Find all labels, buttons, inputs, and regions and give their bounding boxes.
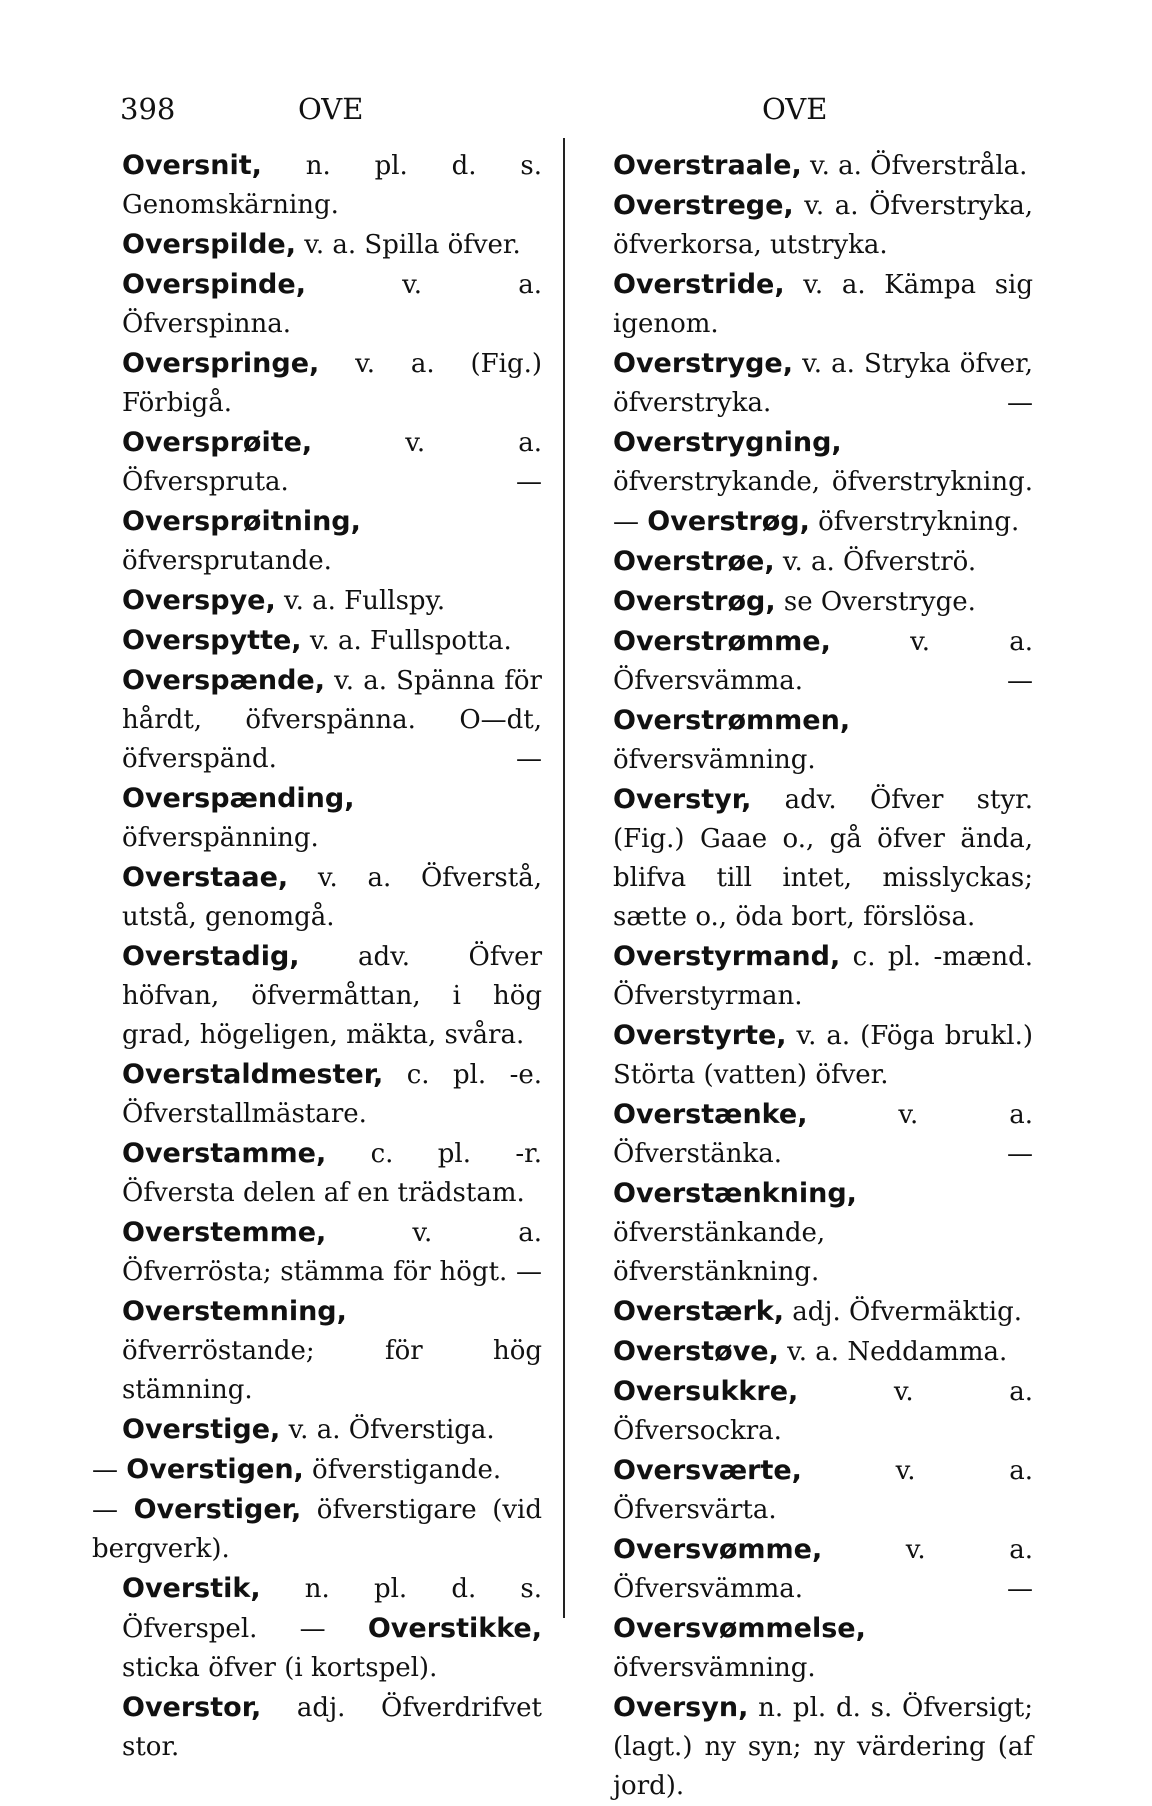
left-column — [92, 146, 542, 1767]
headword: Overspytte, — [122, 625, 302, 656]
dictionary-entry — [583, 1095, 1033, 1292]
dictionary-entry — [92, 344, 542, 423]
guide-word-right: OVE — [762, 92, 828, 126]
definition: adv. Öfver styr. (Fig.) Gaae o., gå öfver ända, blifva till intet, misslyckas; sætte o., öda bort, förslösa. — [613, 785, 1033, 932]
dictionary-entry — [583, 1688, 1033, 1806]
dictionary-entry — [92, 146, 542, 225]
headword: Overstænkning, — [613, 1178, 857, 1209]
dictionary-entry — [583, 937, 1033, 1016]
definition: v. a. Fullspotta. — [301, 626, 512, 656]
definition: v. a. Öfversockra. — [613, 1377, 1033, 1446]
headword: Oversvømmelse, — [613, 1613, 866, 1644]
dictionary-entry — [92, 423, 542, 581]
definition: v. a. Öfverströ. — [774, 547, 977, 577]
headword: Oversukkre, — [613, 1376, 799, 1407]
dictionary-entry — [583, 582, 1033, 622]
dictionary-entry — [583, 542, 1033, 582]
headword: Overstik, — [122, 1573, 261, 1604]
definition: se Overstryge. — [775, 587, 976, 617]
definition: sticka öfver (i kortspel). — [122, 1653, 438, 1683]
headword: Overspye, — [122, 585, 276, 616]
definition: v. a. Neddamma. — [778, 1337, 1008, 1367]
definition: öfverstigare (vid bergverk). — [92, 1495, 543, 1564]
headword: Overstaae, — [122, 862, 289, 893]
headword: Overstrege, — [613, 190, 794, 221]
headword: Overspænding, — [122, 783, 355, 814]
dictionary-entry — [92, 858, 542, 937]
definition: c. pl. -r. Öfversta delen af en trädstam. — [122, 1139, 542, 1208]
definition: adv. Öfver höfvan, öfvermåttan, i hög grad, högeligen, mäkta, svåra. — [122, 942, 542, 1050]
headword: Overstigen, — [126, 1454, 304, 1485]
definition: v. a. Öfverstiga. — [280, 1415, 495, 1445]
dictionary-entry — [583, 146, 1033, 186]
headword: Oversprøitning, — [122, 506, 361, 537]
definition: n. pl. d. s. Öfverspel. — — [122, 1574, 542, 1644]
definition: v. a. Öfverrösta; stämma för högt. — — [122, 1218, 542, 1287]
headword: Overstrøe, — [613, 546, 775, 577]
headword: Overstrømmen, — [613, 705, 851, 736]
dictionary-entry — [92, 225, 542, 265]
definition: v. a. Spilla öfver. — [295, 230, 521, 260]
definition: v. a. Öfverstänka. — — [613, 1100, 1033, 1169]
headword: Overspringe, — [122, 348, 320, 379]
definition: v. a. Stryka öfver, öfverstryka. — — [613, 349, 1033, 418]
definition: v. a. Kämpa sig igenom. — [613, 270, 1033, 339]
dictionary-entry — [583, 780, 1033, 937]
dictionary-entry — [92, 621, 542, 661]
definition: v. a. Öfverstå, utstå, genomgå. — [122, 863, 542, 932]
headword: Overstrygning, — [613, 427, 842, 458]
dash-prefix: — — [92, 1455, 127, 1485]
definition: v. a. Öfverstryka, öfverkorsa, utstryka. — [613, 191, 1033, 260]
dictionary-entry — [92, 1450, 542, 1490]
headword: Overspilde, — [122, 229, 296, 260]
dictionary-entry — [92, 661, 542, 858]
dictionary-entry — [92, 1410, 542, 1450]
definition: öfverstrykning. — [809, 507, 1020, 537]
dictionary-entry — [92, 265, 542, 344]
headword: Overstride, — [613, 269, 785, 300]
dictionary-entry — [583, 1292, 1033, 1332]
dictionary-entry — [583, 265, 1033, 344]
definition: v. a. Öfverspinna. — [122, 270, 542, 339]
headword: Overstænke, — [613, 1099, 808, 1130]
definition: v. a. Öfverstråla. — [801, 151, 1028, 181]
dictionary-entry — [92, 1490, 542, 1569]
definition: c. pl. -mænd. Öfverstyrman. — [613, 942, 1033, 1011]
dictionary-entry — [92, 1134, 542, 1213]
dictionary-entry — [583, 1332, 1033, 1372]
headword: Oversyn, — [613, 1692, 749, 1723]
definition: öfversvämning. — [613, 745, 816, 775]
headword: Oversværte, — [613, 1455, 802, 1486]
definition: öfverstigande. — [303, 1455, 502, 1485]
definition: adj. Öfvermäktig. — [783, 1297, 1023, 1327]
definition: n. pl. d. s. Genomskärning. — [122, 151, 542, 220]
dictionary-entry — [92, 1688, 542, 1767]
dictionary-entry — [583, 622, 1033, 780]
definition: öfverröstande; för hög stämning. — [122, 1336, 542, 1405]
headword: Overstemme, — [122, 1217, 327, 1248]
dictionary-entry — [92, 937, 542, 1055]
headword: Overstrøg, — [613, 586, 776, 617]
definition: öfverstänkande, öfverstänkning. — [613, 1218, 826, 1287]
dictionary-entry — [92, 581, 542, 621]
headword: Oversnit, — [122, 150, 262, 181]
definition: v. a. (Fig.) Förbigå. — [122, 349, 542, 418]
headword: Overstyrmand, — [613, 941, 841, 972]
headword: Overstærk, — [613, 1296, 784, 1327]
definition: adj. Öfverdrifvet stor. — [122, 1693, 542, 1762]
headword: Overspinde, — [122, 269, 306, 300]
headword: Overspænde, — [122, 665, 325, 696]
headword: Overstadig, — [122, 941, 300, 972]
page-number: 398 — [120, 92, 176, 126]
definition: öfversvämning. — [613, 1653, 816, 1683]
dictionary-entry — [583, 1372, 1033, 1451]
column-divider — [563, 138, 565, 1618]
dictionary-entry — [92, 1213, 542, 1410]
dictionary-entry — [583, 344, 1033, 542]
definition: öfversprutande. — [122, 546, 332, 576]
headword: Overstiger, — [133, 1494, 302, 1525]
definition: öfverspänning. — [122, 823, 319, 853]
dictionary-entry — [583, 1451, 1033, 1530]
headword: Overstaldmester, — [122, 1059, 384, 1090]
definition: v. a. (Föga brukl.) Störta (vatten) öfver. — [613, 1021, 1033, 1090]
headword: Overstraale, — [613, 150, 802, 181]
dictionary-entry — [583, 186, 1033, 265]
dictionary-entry — [92, 1055, 542, 1134]
headword: Overstrøg, — [647, 506, 810, 537]
headword: Overstyr, — [613, 784, 752, 815]
definition: v. a. Spänna för hårdt, öfverspänna. O—dt, öfverspänd. — — [122, 666, 542, 774]
definition: öfverstrykande, öfverstrykning. — — [613, 467, 1033, 537]
definition: v. a. Öfversvärta. — [613, 1456, 1033, 1525]
headword: Overstryge, — [613, 348, 793, 379]
dictionary-entry — [583, 1530, 1033, 1688]
right-column — [583, 146, 1033, 1806]
definition: v. a. Öfverspruta. — — [122, 428, 542, 497]
headword: Overstor, — [122, 1692, 262, 1723]
definition: v. a. Fullspy. — [275, 586, 446, 616]
guide-word-left: OVE — [298, 92, 364, 126]
dictionary-entry — [92, 1569, 542, 1688]
definition: v. a. Öfversvämma. — — [613, 627, 1033, 696]
page-header — [0, 92, 1152, 132]
dictionary-entry — [583, 1016, 1033, 1095]
headword: Oversprøite, — [122, 427, 313, 458]
definition: n. pl. d. s. Öfversigt; (lagt.) ny syn; ny värdering (af jord). — [613, 1693, 1033, 1801]
headword: Oversvømme, — [613, 1534, 823, 1565]
headword: Overstige, — [122, 1414, 281, 1445]
definition: c. pl. -e. Öfverstallmästare. — [122, 1060, 542, 1129]
headword: Overstøve, — [613, 1336, 779, 1367]
headword: Overstemning, — [122, 1296, 347, 1327]
headword: Overstikke, — [367, 1613, 542, 1644]
definition: v. a. Öfversvämma. — — [613, 1535, 1033, 1604]
headword: Overstamme, — [122, 1138, 327, 1169]
headword: Overstrømme, — [613, 626, 831, 657]
headword: Overstyrte, — [613, 1020, 787, 1051]
dash-prefix: — — [92, 1495, 134, 1525]
